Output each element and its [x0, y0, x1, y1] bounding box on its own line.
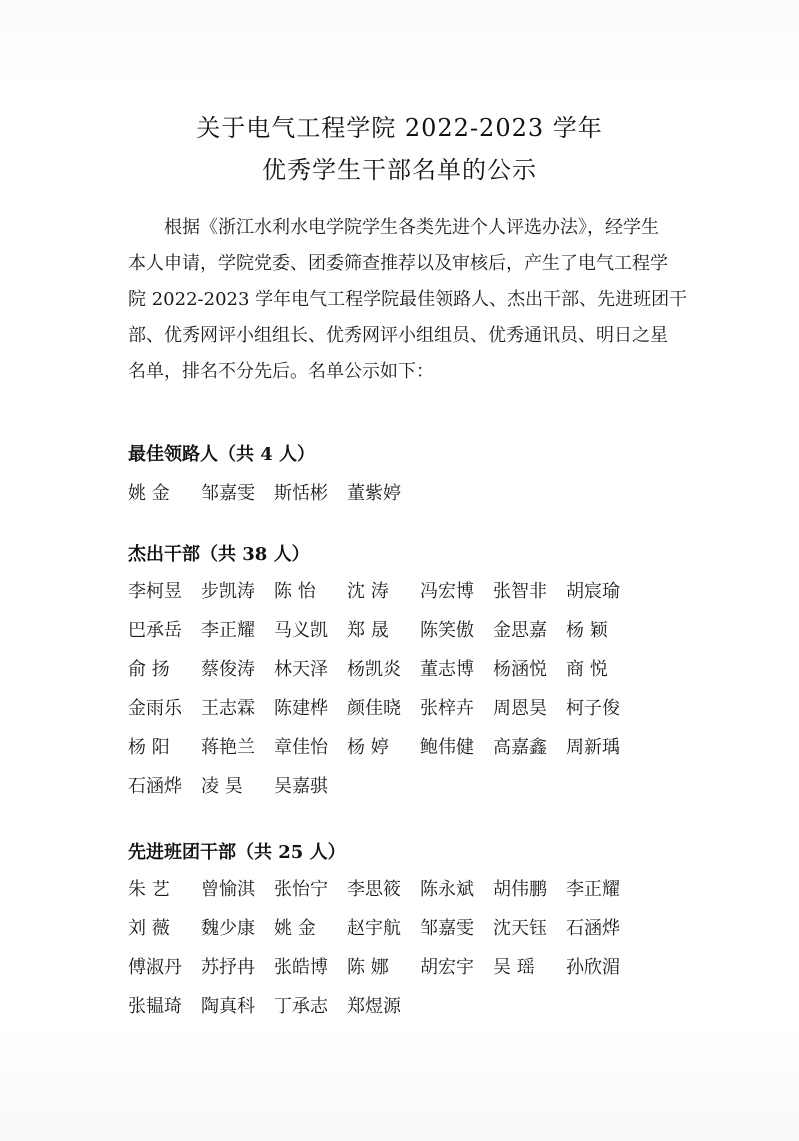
- name-item: 杨 颖: [566, 619, 608, 641]
- name-item: 周新瑀: [566, 736, 620, 758]
- name-row: [128, 985, 688, 1024]
- intro-line: 院 2022-2023 学年电气工程学院最佳领路人、杰出干部、先进班团干: [128, 289, 688, 310]
- name-item: 石涵烨: [128, 775, 182, 797]
- name-item: 魏少康: [201, 917, 255, 939]
- name-row: [128, 907, 688, 946]
- name-row: [128, 472, 688, 511]
- name-item: 杨 阳: [128, 736, 170, 758]
- name-row: [128, 570, 688, 609]
- name-item: 赵宇航: [347, 917, 401, 939]
- name-item: 姚 金: [128, 482, 170, 504]
- name-item: 章佳怡: [274, 736, 328, 758]
- name-list-outstanding-cadre: [128, 570, 688, 804]
- section-heading-outstanding-cadre: 杰出干部（共 38 人）: [128, 544, 310, 565]
- name-item: 金思嘉: [493, 619, 547, 641]
- name-item: 沈天钰: [493, 917, 547, 939]
- name-item: 张韫琦: [128, 995, 182, 1017]
- intro-line: 部、优秀网评小组组长、优秀网评小组组员、优秀通讯员、明日之星: [128, 325, 668, 346]
- name-item: 李柯昱: [128, 580, 182, 602]
- name-item: 沈 涛: [347, 580, 389, 602]
- name-item: 孙欣湄: [566, 956, 620, 978]
- name-item: 杨 婷: [347, 736, 389, 758]
- name-item: 凌 昊: [201, 775, 243, 797]
- name-row: [128, 726, 688, 765]
- name-item: 胡宏宇: [420, 956, 474, 978]
- name-row: [128, 946, 688, 985]
- name-item: 杨凯炎: [347, 658, 401, 680]
- name-item: 蔡俊涛: [201, 658, 255, 680]
- name-item: 斯恬彬: [274, 482, 328, 504]
- document-title-line2: 优秀学生干部名单的公示: [262, 156, 537, 184]
- name-item: 俞 扬: [128, 658, 170, 680]
- name-item: 刘 薇: [128, 917, 170, 939]
- name-item: 蒋艳兰: [201, 736, 255, 758]
- name-item: 颜佳晓: [347, 697, 401, 719]
- name-item: 冯宏博: [420, 580, 474, 602]
- name-item: 张梓卉: [420, 697, 474, 719]
- name-item: 丁承志: [274, 995, 328, 1017]
- name-item: 吴嘉骐: [274, 775, 328, 797]
- name-item: 李正耀: [201, 619, 255, 641]
- section-heading-best-leader: 最佳领路人（共 4 人）: [128, 444, 316, 465]
- name-row: [128, 868, 688, 907]
- name-item: 张皓博: [274, 956, 328, 978]
- name-item: 朱 艺: [128, 878, 170, 900]
- name-item: 吴 瑶: [493, 956, 535, 978]
- name-row: [128, 687, 688, 726]
- name-item: 巴承岳: [128, 619, 182, 641]
- document-title-line1: 关于电气工程学院 2022-2023 学年: [196, 114, 603, 142]
- intro-line: 名单，排名不分先后。名单公示如下：: [128, 361, 434, 382]
- name-item: 柯子俊: [566, 697, 620, 719]
- name-item: 邹嘉雯: [201, 482, 255, 504]
- name-item: 李思筱: [347, 878, 401, 900]
- intro-line: 本人申请，学院党委、团委筛查推荐以及审核后，产生了电气工程学: [128, 253, 668, 274]
- name-item: 陈 怡: [274, 580, 316, 602]
- name-item: 陶真科: [201, 995, 255, 1017]
- name-item: 金雨乐: [128, 697, 182, 719]
- name-item: 李正耀: [566, 878, 620, 900]
- name-item: 陈笑傲: [420, 619, 474, 641]
- name-item: 陈 娜: [347, 956, 389, 978]
- name-item: 郑煜源: [347, 995, 401, 1017]
- name-item: 胡伟鹏: [493, 878, 547, 900]
- name-item: 商 悦: [566, 658, 608, 680]
- name-item: 陈永斌: [420, 878, 474, 900]
- name-item: 石涵烨: [566, 917, 620, 939]
- name-item: 郑 晟: [347, 619, 389, 641]
- name-row: [128, 765, 688, 804]
- name-item: 杨涵悦: [493, 658, 547, 680]
- name-item: 傅淑丹: [128, 956, 182, 978]
- intro-paragraph: [128, 210, 688, 390]
- name-item: 苏抒冉: [201, 956, 255, 978]
- name-item: 曾愉淇: [201, 878, 255, 900]
- name-row: [128, 648, 688, 687]
- name-item: 步凯涛: [201, 580, 255, 602]
- name-item: 张智非: [493, 580, 547, 602]
- name-row: [128, 609, 688, 648]
- name-item: 董紫婷: [347, 482, 401, 504]
- intro-line: 根据《浙江水利水电学院学生各类先进个人评选办法》，经学生: [164, 217, 659, 238]
- name-item: 张怡宁: [274, 878, 328, 900]
- name-item: 胡宸瑜: [566, 580, 620, 602]
- name-item: 邹嘉雯: [420, 917, 474, 939]
- name-item: 高嘉鑫: [493, 736, 547, 758]
- name-item: 周恩昊: [493, 697, 547, 719]
- name-item: 鲍伟健: [420, 736, 474, 758]
- name-list-best-leader: [128, 472, 688, 511]
- name-item: 马义凯: [274, 619, 328, 641]
- name-item: 姚 金: [274, 917, 316, 939]
- name-list-advanced-class-cadre: [128, 868, 688, 1024]
- name-item: 林天泽: [274, 658, 328, 680]
- name-item: 董志博: [420, 658, 474, 680]
- name-item: 陈建桦: [274, 697, 328, 719]
- section-heading-advanced-class-cadre: 先进班团干部（共 25 人）: [128, 842, 346, 863]
- name-item: 王志霖: [201, 697, 255, 719]
